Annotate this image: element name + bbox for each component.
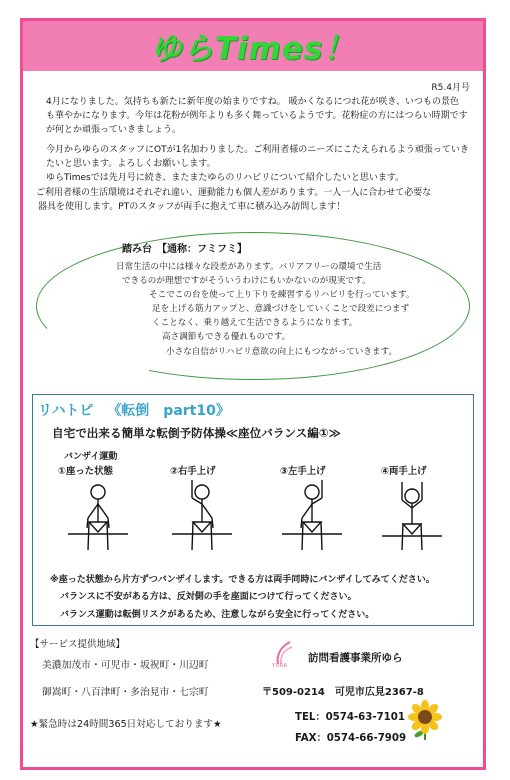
text-line: そこでこの台を使って上り下りを練習するリハビリを行っています。: [149, 290, 415, 301]
service-area-title: 【サービス提供地域】: [30, 639, 126, 650]
logo-text: YURA: [272, 663, 288, 669]
service-area-line-1: 美濃加茂市・可児市・坂祝町・川辺町: [42, 660, 209, 671]
pose-label-2: ②右手上げ: [170, 466, 216, 477]
exercise-notes: [50, 572, 435, 624]
newsletter-title: ゆらTimes！: [150, 31, 356, 67]
pose-label-3: ③左手上げ: [280, 466, 326, 477]
emergency-notice: ★緊急時は24時間365日対応しております★: [30, 719, 222, 730]
right-arm-up-figure-icon: [162, 478, 242, 558]
office-name: 訪問看護事業所ゆら: [308, 652, 403, 664]
text-line: できるのが理想ですがそういうわけにもいかないのが現実です。: [122, 276, 371, 287]
rihatopi-label: リハトピ: [38, 403, 94, 419]
both-arms-up-figure-icon: [372, 478, 452, 558]
text-line: くことなく、乗り越えて生活できるようになります。: [152, 318, 358, 329]
text-line: 4月になりました。気持ちも新たに新年度の始まりですね。 暖かくなるにつれ花が咲き、いつもの景色: [46, 97, 460, 107]
pose-label-1: ①座った状態: [58, 466, 113, 477]
note-line: バランス運動は転倒リスクがあるため、注意しながら安全に行ってください。: [60, 609, 375, 620]
left-arm-up-figure-icon: [272, 478, 352, 558]
text-line: 日常生活の中には様々な段差があります。バリアフリーの環境で生活: [116, 262, 382, 272]
note-line: ※座った状態から片方ずつバンザイします。できる方は両手同時にバンザイしてみてください。: [50, 575, 435, 585]
office-address: 〒509-0214 可児市広見2367-8: [262, 687, 424, 698]
text-line: 今月からゆらのスタッフにOTが1名加わりました。ご利用者様のニーズにこたえられるよう頑張っていき: [46, 145, 469, 155]
text-line: 高さ調節もできる優れものです。: [162, 332, 291, 343]
office-fax: FAX：0574-66-7909: [295, 733, 407, 744]
pose-label-4: ④両手上げ: [381, 466, 427, 477]
text-line: 足を上げる筋力アップと、意識づけをしていくことで段差につまず: [152, 304, 410, 315]
seated-figure-icon: [58, 478, 138, 558]
intro-paragraph-1: [46, 95, 468, 138]
step-platform-title: 踏み台 【通称：フミフミ】: [122, 244, 247, 255]
text-line: が何とか頑張っていきましょう。: [46, 125, 182, 136]
text-line: 小さな自信がリハビリ意欲の向上にもつながっていきます。: [166, 346, 398, 357]
header-banner: [23, 21, 483, 71]
rihatopi-part: 《転倒 part10》: [107, 403, 230, 419]
step-platform-description: [116, 260, 414, 359]
text-line: も華やかになります。今年は花粉が例年よりも多く舞っているようです。花粉症の方にはつらい時期です: [46, 111, 468, 122]
exercise-name: バンザイ運動: [64, 452, 118, 462]
issue-label: R5.4月号: [431, 83, 470, 93]
rihatopi-subtitle: 自宅で出来る簡単な転倒予防体操≪座位バランス編①≫: [52, 426, 341, 440]
sunflower-icon: [406, 700, 444, 740]
rihatopi-title: [38, 400, 230, 420]
text-line: ゆらTimesでは先月号に続き、またまたゆらのリハビリについて紹介したいと思います。: [46, 173, 405, 184]
text-line: 器具を使用します。PTのスタッフが両手に抱えて車に積み込み訪問します！: [38, 201, 346, 212]
service-area-line-2: 御嵩町・八百津町・多治見市・七宗町: [42, 687, 209, 698]
intro-paragraph-2: [36, 143, 469, 214]
text-line: たいと思います。よろしくお願いします。: [46, 159, 216, 170]
office-tel: TEL：0574-63-7101: [295, 712, 405, 723]
note-line: バランスに不安がある方は、反対側の手を座面につけて行ってください。: [60, 592, 357, 603]
text-line: ご利用者様の生活環境はそれぞれ違い、運動能力も個人差があります。一人一人に合わせて必要な: [36, 187, 432, 198]
